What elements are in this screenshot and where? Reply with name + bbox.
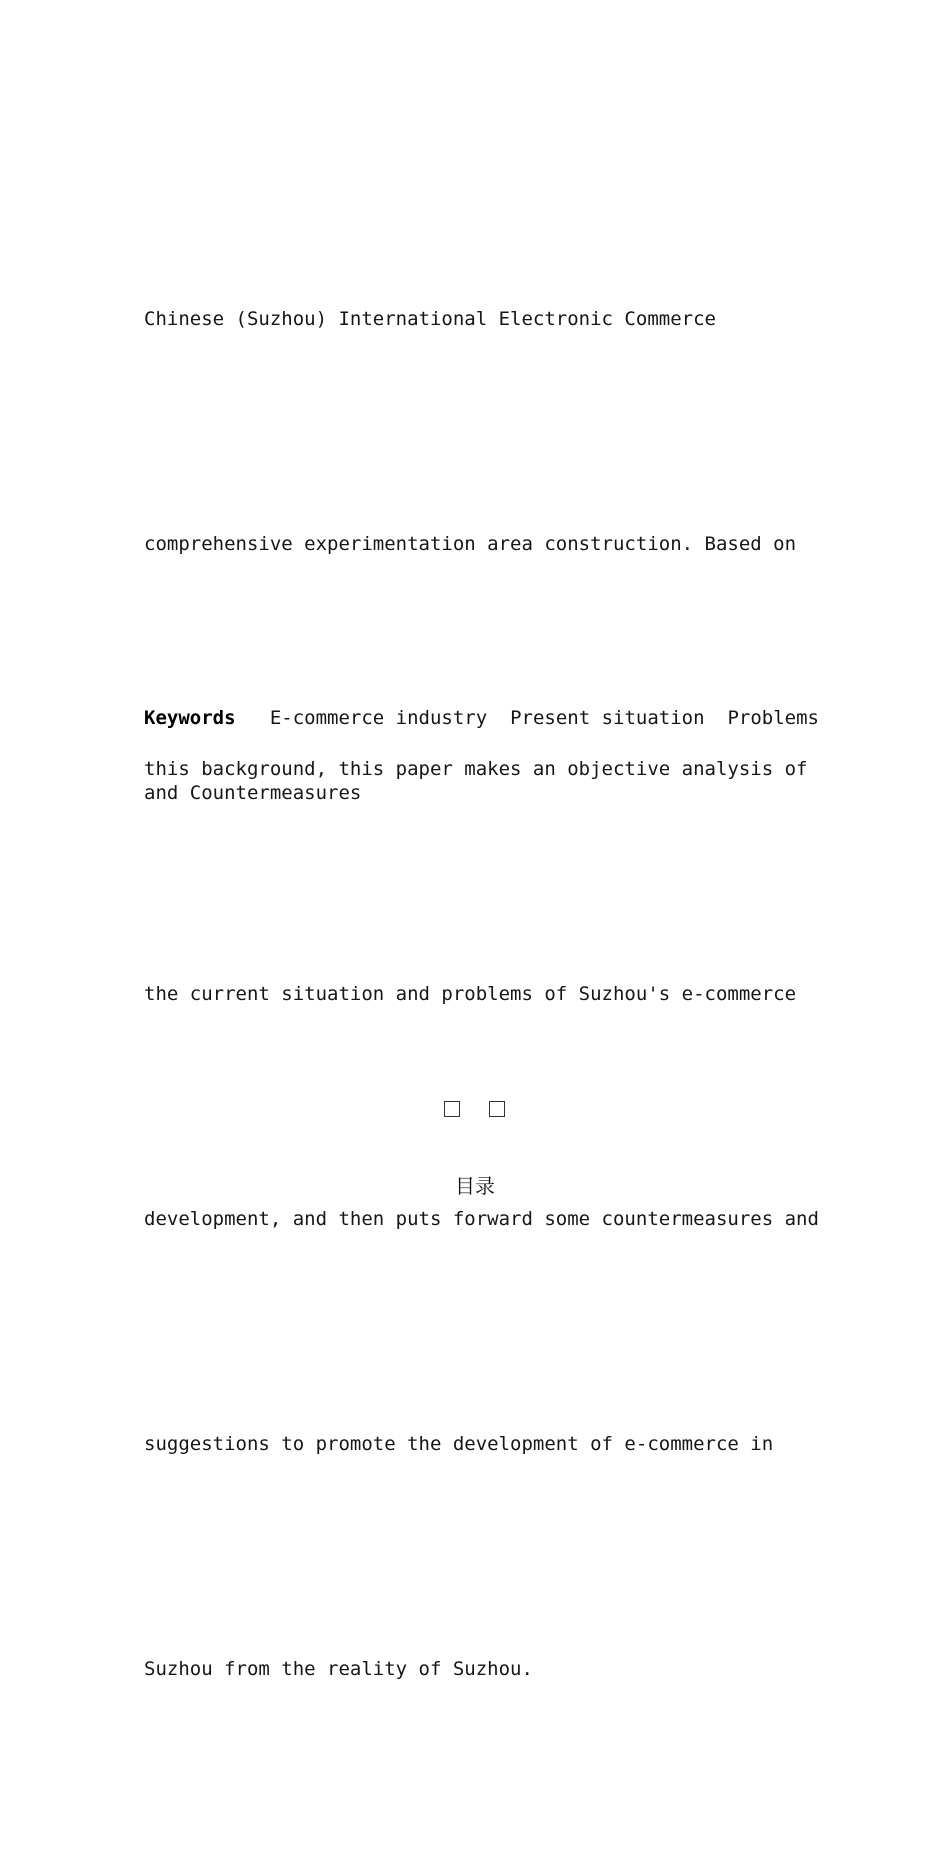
keywords-label: Keywords	[144, 707, 236, 729]
keyword-term: E-commerce industry	[269, 707, 488, 729]
abstract-line: suggestions to promote the development of e-commerce in	[144, 1433, 774, 1455]
abstract-text	[144, 132, 824, 1857]
keywords-row	[144, 756, 824, 831]
abstract-line: Chinese (Suzhou) International Electronic Commerce	[144, 308, 716, 330]
abstract-line: Suzhou from the reality of Suzhou.	[144, 1658, 533, 1680]
square-glyph-icon	[444, 1101, 460, 1117]
keyword-term: Problems	[727, 707, 819, 729]
abstract-line: the current situation and problems of Suzhou's e-commerce	[144, 983, 797, 1005]
square-glyph-icon	[489, 1101, 505, 1117]
keywords-row	[144, 681, 824, 756]
abstract-line: comprehensive experimentation area construction. Based on	[144, 533, 797, 555]
placeholder-glyphs	[443, 1101, 523, 1123]
table-of-contents-title: 目录	[455, 1174, 495, 1198]
keyword-term: and Countermeasures	[144, 782, 362, 804]
keywords-section	[144, 681, 824, 831]
abstract-line: this background, this paper makes an objective analysis of	[144, 758, 808, 780]
abstract-line: development, and then puts forward some countermeasures and	[144, 1208, 819, 1230]
keyword-term: Present situation	[510, 707, 705, 729]
